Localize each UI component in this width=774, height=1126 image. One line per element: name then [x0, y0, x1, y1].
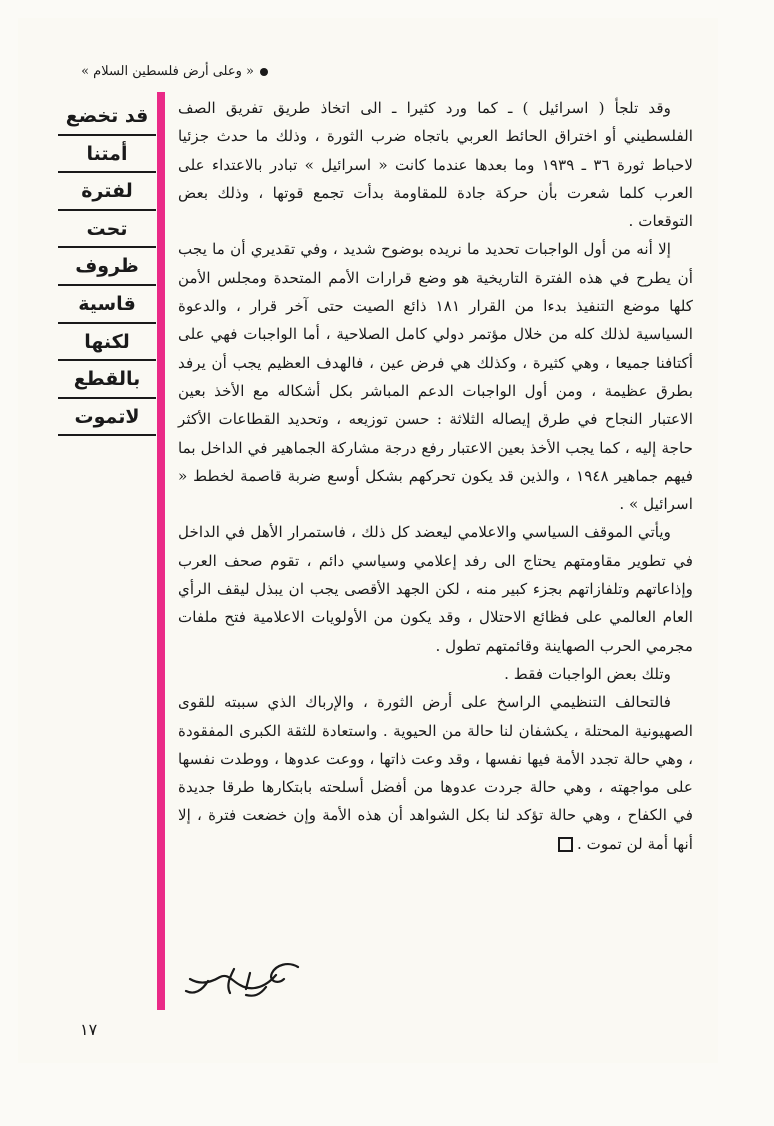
- paragraph: إلا أنه من أول الواجبات تحديد ما نريده بوضوح شديد ، وفي تقديري أن ما يجب أن يطرح في هذه الفترة التاريخية هو وضع قرارات الأمم المتحدة ومجلس الأمن كلها موضع التنفيذ بدءا من القرار ١٨١ ذائع الصيت حتى آخر قرار ، والدعوة السياسية لذلك كله من خلال مؤتمر دولي كامل الصلاحية ، أما الواجبات فهي على أكتافنا جميعا ، وهي كثيرة ، وكذلك هي فرض عين ، فالهدف العظيم يجب أن يرفد بطرق عظيمة ، ومن أول الواجبات الدعم المباشر بكل أشكاله مع الأخذ بعين الاعتبار النجاح في طرق إيصاله الثلاثة : حسن توزيعه ، وتحديد القطاعات الأكثر حاجة إليه ، كما يجب الأخذ بعين الاعتبار رفع درجة مشاركة الجماهير في الداخل بما فيهم جماهير ١٩٤٨ ، والذين قد يكون تحركهم بشكل أوسع ضربة قاصمة لخطط « اسرائيل » .: [178, 240, 693, 514]
- paragraph: وتلك بعض الواجبات فقط .: [504, 664, 671, 683]
- running-head: [8, 64, 268, 79]
- paragraph: وقد تلجأ ( اسرائيل ) ـ كما ورد كثيرا ـ الى اتخاذ طريق تفريق الصف الفلسطيني أو اختراق الحائط العربي باتجاه ضرب الثورة ، وذلك ما حدث جزئيا لاحباط ثورة ٣٦ ـ ١٩٣٩ وما بعدها عندما كانت « اسرائيل » تبادر بالاعتداء على العرب كلما شعرت بأن حركة جادة للمقاومة بدأت تجمع قوتها ، وذلك بعض التوقعات .: [178, 99, 693, 231]
- signature: [180, 955, 305, 1003]
- running-head-text: « وعلى أرض فلسطين السلام »: [81, 64, 254, 79]
- page-number: ١٧: [80, 1020, 98, 1039]
- paragraph-text: فالتحالف التنظيمي الراسخ على أرض الثورة ، والإرباك الذي سببته للقوى الصهيونية المحتلة ، يكشفان لنا حالة من الحيوية . واستعادة للثقة الكبرى المفقودة ، وهي حالة تجدد الأمة فيها نفسها ، وقد وعت ذاتها ، ووعت عدوها ، ووطدت نفسها على مواجهته ، وهي حالة جردت عدوها من أفضل أسلحته بابتكارها طرقا جديدة في الكفاح ، وهي حالة تؤكد لنا بكل الشواهد أن هذه الأمة وإن خضعت فترة ، إلا أنها أمة لن تموت .: [178, 693, 693, 853]
- paragraph-last: [178, 688, 693, 858]
- pull-quote-line: لاتموت: [58, 399, 156, 437]
- end-square-icon: [558, 837, 573, 852]
- pull-quote-line: لكنها: [58, 324, 156, 362]
- bullet-icon: [260, 68, 268, 76]
- paragraph: ويأتي الموقف السياسي والاعلامي ليعضد كل ذلك ، فاستمرار الأهل في الداخل في تطوير مقاومتهم يحتاج الى رفد إعلامي وسياسي دائم ، تقوم صحف العرب وإذاعاتهم وتلفازاتهم بجزء كبير منه ، لكن الجهد الأقصى يجب ان يبذل ليقف الرأي العام العالمي على فظائع الاحتلال ، وقد يكون من الأولويات الاعلامية فتح ملفات مجرمي الحرب الصهاينة وقائمتهم تطول .: [178, 523, 693, 655]
- pull-quote-line: بالقطع: [58, 361, 156, 399]
- pull-quote-line: أمتنا: [58, 136, 156, 174]
- pull-quote-line: قد تخضع: [58, 98, 156, 136]
- pull-quote-line: تحت: [58, 211, 156, 249]
- article-body: [178, 94, 693, 858]
- pull-quote: [58, 98, 156, 436]
- pull-quote-line: ظروف: [58, 248, 156, 286]
- pull-quote-line: لفترة: [58, 173, 156, 211]
- pink-vertical-rule: [157, 92, 165, 1010]
- pull-quote-line: قاسية: [58, 286, 156, 324]
